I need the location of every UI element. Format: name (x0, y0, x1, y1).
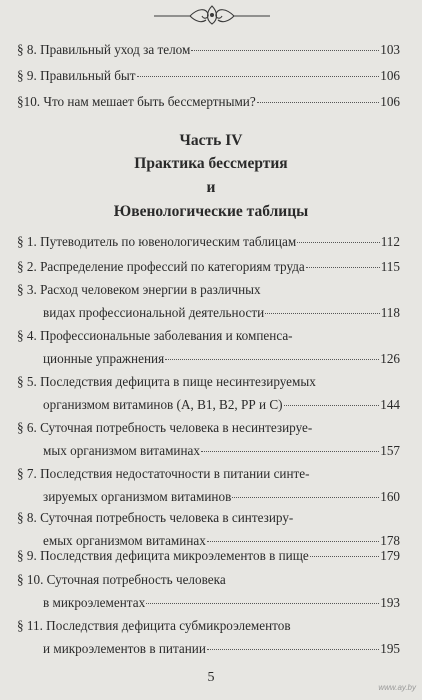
toc-entry[interactable] (17, 232, 400, 251)
toc-entry-title: §10. Что нам мешает быть бессмертными? (17, 94, 256, 109)
part-heading-subtitle: Ювенологические таблицы (113, 203, 309, 220)
dot-leader (207, 541, 379, 542)
toc-page-number: 179 (380, 548, 400, 563)
toc-entry-title-continued: зируемых организмом витаминов (43, 489, 232, 504)
toc-entry-title: § 8. Правильный уход за телом (17, 42, 191, 57)
toc-entry-title-continued: ционные упражнения (43, 351, 165, 366)
toc-entry-title: § 5. Последствия дефицита в пище несинтезируемых (17, 374, 316, 389)
toc-entry-title-continued: организмом витаминов (А, В1, В2, РР и С) (43, 397, 283, 412)
toc-entry-title-continued: мых организмом витаминах (43, 443, 200, 458)
toc-entry[interactable] (17, 546, 400, 565)
toc-entry-title: § 1. Путеводитель по ювенологическим таблицам (17, 234, 297, 249)
dot-leader (165, 359, 379, 360)
part-heading-number: Часть IV (179, 132, 243, 149)
page-number: 5 (207, 670, 215, 685)
toc-page-number: 195 (380, 641, 400, 656)
toc-page-number: 157 (380, 443, 400, 458)
toc-entry-title: § 7. Последствия недостаточности в питании синте- (17, 466, 310, 481)
dot-leader (191, 50, 379, 51)
header-ornament (150, 4, 274, 26)
dot-leader (232, 497, 379, 498)
toc-entry[interactable] (17, 418, 400, 460)
dot-leader (257, 102, 379, 103)
toc-page-number: 106 (380, 94, 400, 109)
toc-entry-title: § 3. Расход человеком энергии в различных (17, 282, 261, 297)
toc-page-number: 193 (380, 595, 400, 610)
toc-entry-title: § 6. Суточная потребность человека в несинтезируе- (17, 420, 313, 435)
toc-entry[interactable] (17, 616, 400, 658)
toc-entry[interactable] (17, 257, 400, 276)
part-heading-title: Практика бессмертия (134, 155, 288, 172)
toc-entry-title-continued: и микроэлементов в питании (43, 641, 206, 656)
toc-entry[interactable] (17, 92, 400, 111)
toc-entry-title: § 11. Последствия дефицита субмикроэлементов (17, 618, 291, 633)
toc-entry[interactable] (17, 40, 400, 59)
toc-page-number: 115 (380, 259, 400, 274)
part-heading-conjunction: и (206, 179, 216, 196)
toc-page-number: 178 (380, 533, 400, 548)
toc-entry-title-continued: в микроэлементах (43, 595, 146, 610)
dot-leader (137, 76, 380, 77)
toc-entry-title: § 4. Профессиональные заболевания и компенса- (17, 328, 293, 343)
toc-page-number: 144 (380, 397, 400, 412)
toc-entry[interactable] (17, 372, 400, 414)
dot-leader (265, 313, 380, 314)
toc-entry-title: § 9. Последствия дефицита микроэлементов в пище (17, 548, 309, 563)
dot-leader (297, 242, 380, 243)
dot-leader (201, 451, 379, 452)
toc-entry[interactable] (17, 570, 400, 612)
toc-entry-title: § 9. Правильный быт (17, 68, 136, 83)
dot-leader (284, 405, 380, 406)
toc-page-number: 160 (380, 489, 400, 504)
toc-entry-title: § 8. Суточная потребность человека в синтезиру- (17, 510, 294, 525)
watermark: www.ay.by (378, 683, 416, 692)
dot-leader (306, 267, 380, 268)
toc-page-number: 106 (380, 68, 400, 83)
toc-entry[interactable] (17, 280, 400, 322)
dot-leader (146, 603, 379, 604)
toc-entry-title-continued: емых организмом витаминах (43, 533, 206, 548)
toc-page-number: 126 (380, 351, 400, 366)
toc-entry[interactable] (17, 508, 400, 550)
toc-entry[interactable] (17, 326, 400, 368)
toc-entry-title-continued: видах профессиональной деятельности (43, 305, 265, 320)
toc-entry-title: § 10. Суточная потребность человека (17, 572, 226, 587)
toc-entry[interactable] (17, 464, 400, 506)
toc-page-number: 103 (380, 42, 400, 57)
toc-page-number: 118 (380, 305, 400, 320)
dot-leader (310, 556, 379, 557)
toc-page-number: 112 (380, 234, 400, 249)
dot-leader (207, 649, 379, 650)
toc-entry-title: § 2. Распределение профессий по категориям труда (17, 259, 305, 274)
toc-entry[interactable] (17, 66, 400, 85)
